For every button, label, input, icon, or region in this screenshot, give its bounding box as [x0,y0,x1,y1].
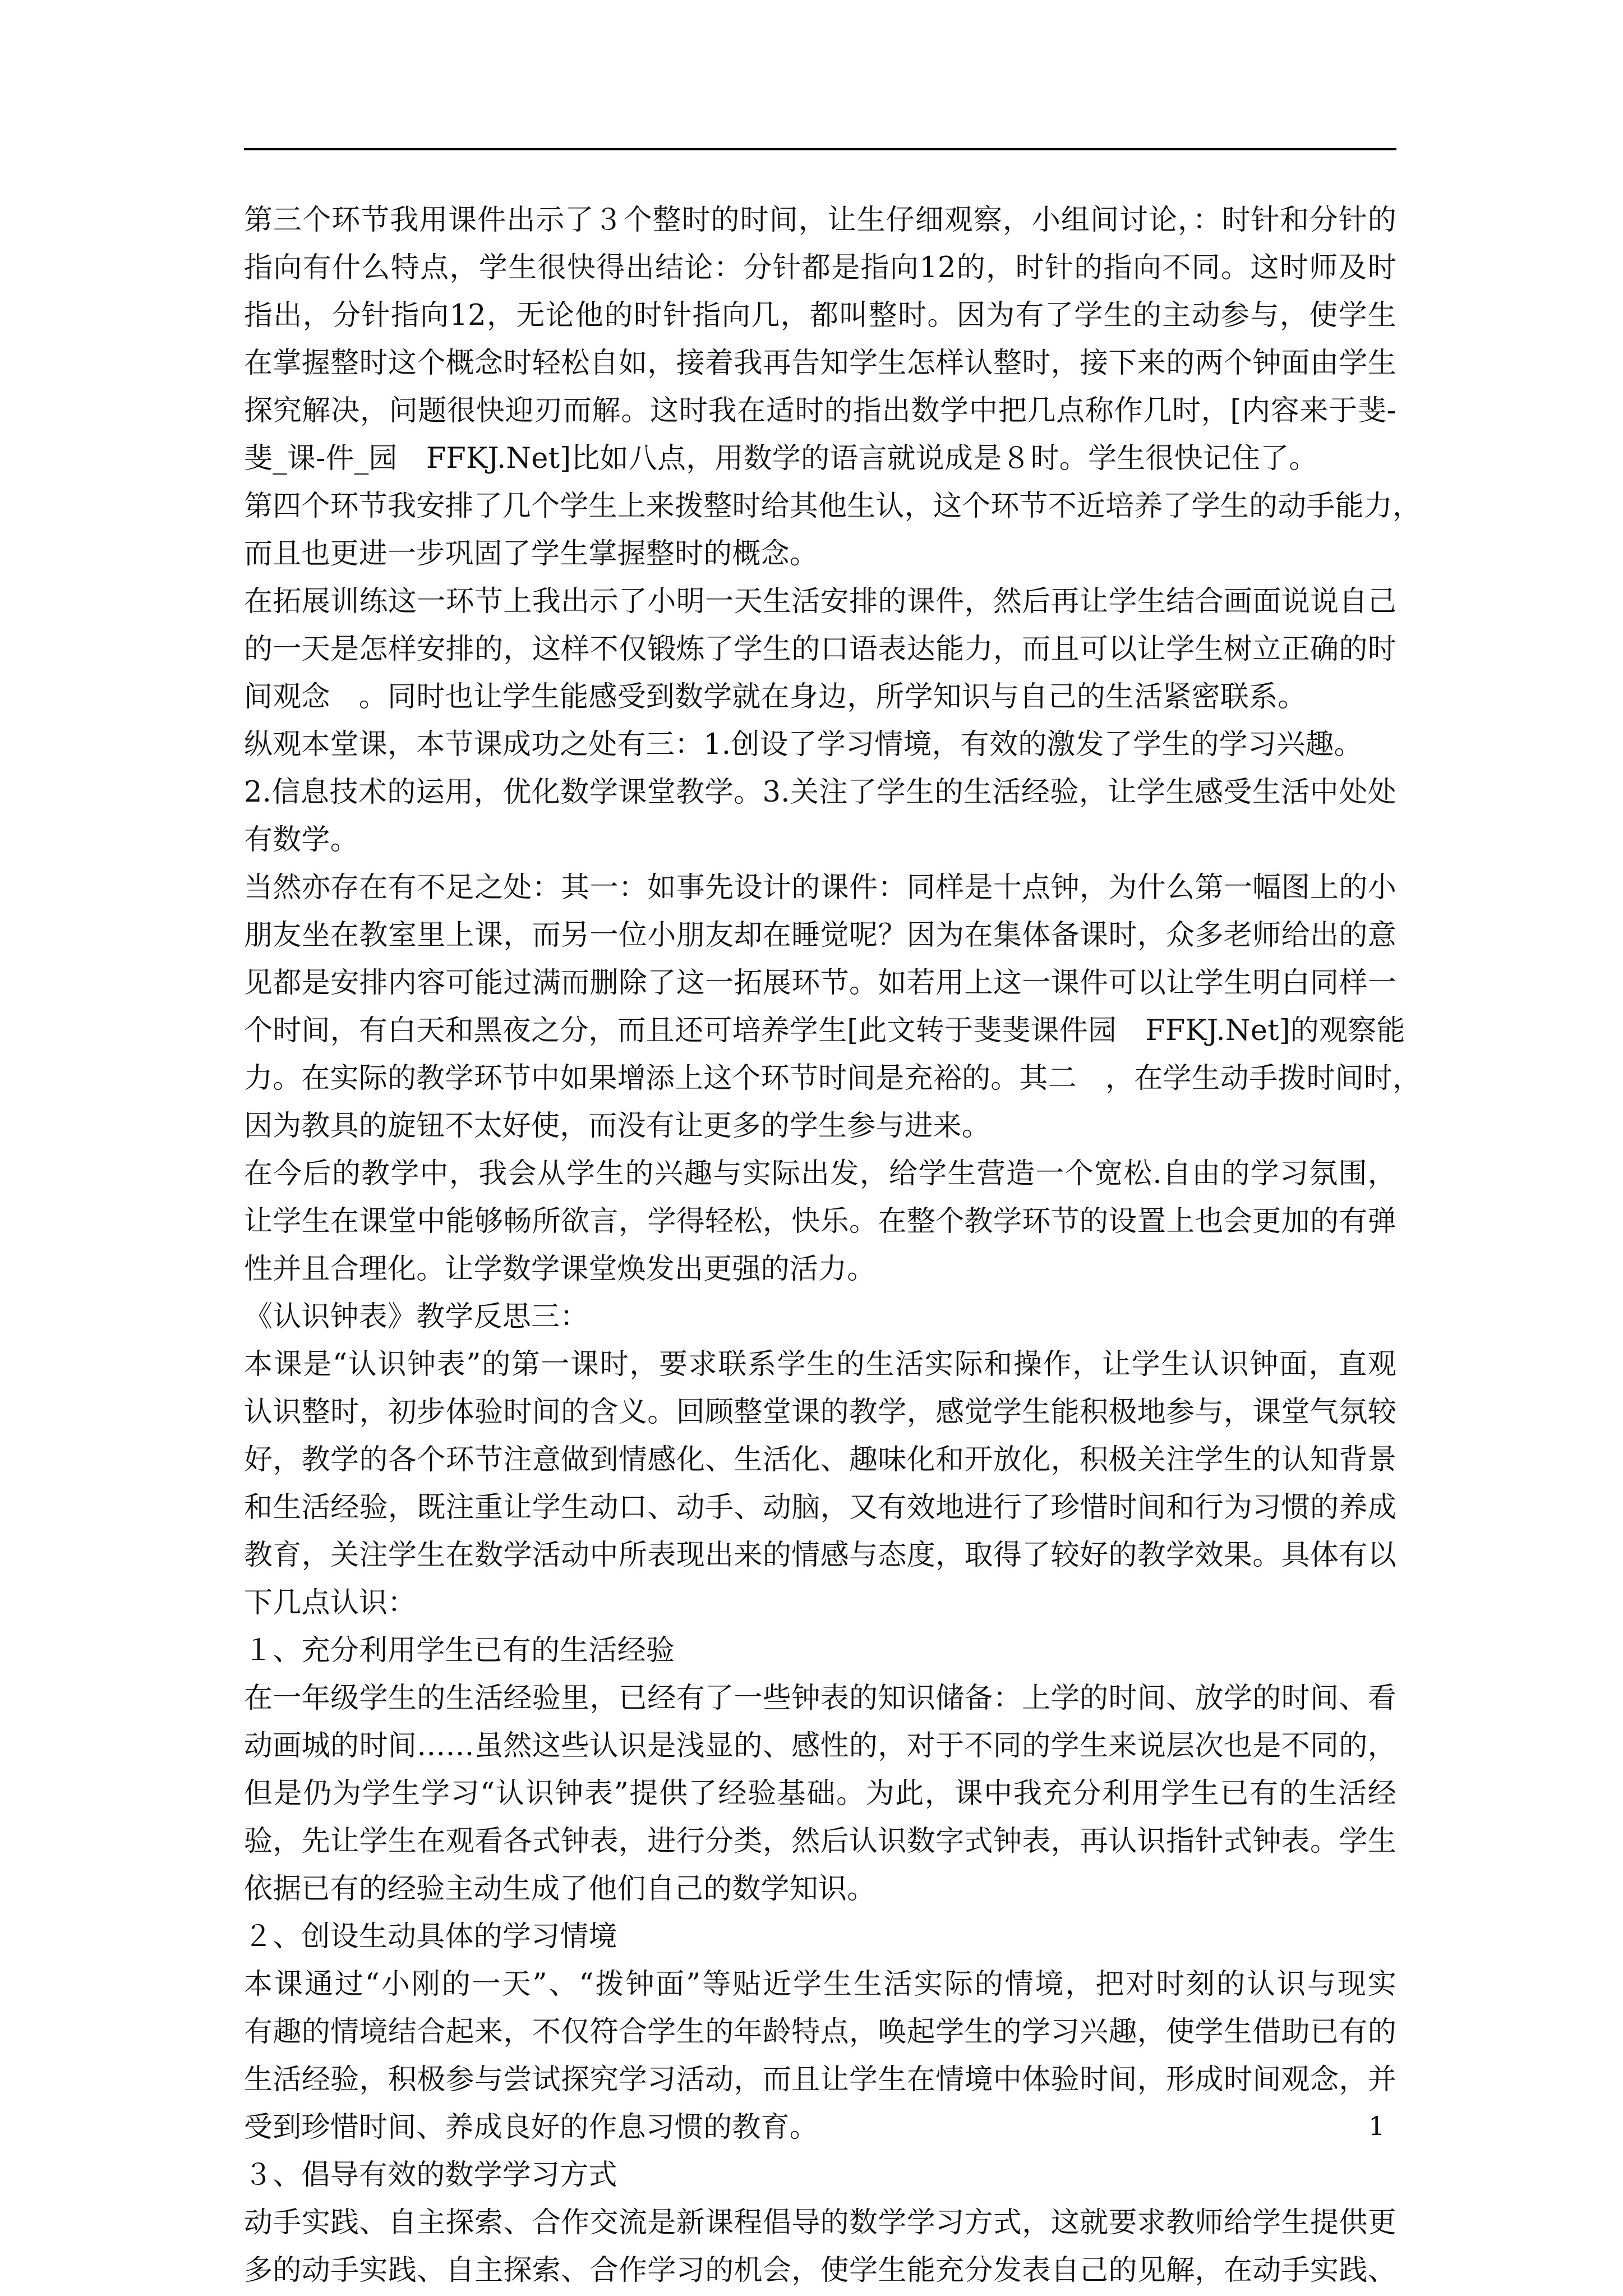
text-line: 个时间，有白天和黑夜之分，而且还可培养学生[此文转于斐斐课件园 FFKJ.Net]的观察能 [244,1014,1405,1047]
text-line: 探究解决，问题很快迎刃而解。这时我在适时的指出数学中把几点称作几时，[内容来于斐- [244,394,1396,427]
page-number: 1 [1368,2111,1385,2141]
text-line: 本课是“认识钟表”的第一课时，要求联系学生的生活实际和操作，让学生认识钟面，直观 [244,1348,1396,1381]
subsection-heading: ３、倡导有效的数学学习方式 [244,2159,617,2192]
document-body [244,196,1422,2294]
text-line: 的一天是怎样安排的，这样不仅锻炼了学生的口语表达能力，而且可以让学生树立正确的时 [244,633,1396,666]
text-line: 验，先让学生在观看各式钟表，进行分类，然后认识数字式钟表，再认识指针式钟表。学生 [244,1825,1396,1858]
text-line: 斐_课-件_园 FFKJ.Net]比如八点，用数学的语言就说成是８时。学生很快记住了。 [244,442,1318,475]
text-line: 认识整时，初步体验时间的含义。回顾整堂课的教学，感觉学生能积极地参与，课堂气氛较 [244,1396,1396,1429]
text-line: 纵观本堂课，本节课成功之处有三：1.创设了学习情境，有效的激发了学生的学习兴趣。 [244,728,1363,761]
text-line: 在今后的教学中，我会从学生的兴趣与实际出发，给学生营造一个宽松.自由的学习氛围， [244,1157,1396,1190]
text-line: 但是仍为学生学习“认识钟表”提供了经验基础。为此，课中我充分利用学生已有的生活经 [244,1777,1396,1810]
text-line: 教育，关注学生在数学活动中所表现出来的情感与态度，取得了较好的教学效果。具体有以 [244,1539,1396,1572]
text-line: 指出，分针指向12，无论他的时针指向几，都叫整时。因为有了学生的主动参与，使学生 [244,299,1396,332]
text-line: 朋友坐在教室里上课，而另一位小朋友却在睡觉呢？因为在集体备课时，众多老师给出的意 [244,919,1396,952]
text-line: 因为教具的旋钮不太好使，而没有让更多的学生参与进来。 [244,1110,991,1143]
text-line: 生活经验，积极参与尝试探究学习活动，而且让学生在情境中体验时间，形成时间观念，并 [244,2063,1396,2096]
text-line: 动画城的时间……虽然这些认识是浅显的、感性的，对于不同的学生来说层次也是不同的， [244,1729,1396,1763]
text-line: 有趣的情境结合起来，不仅符合学生的年龄特点，唤起学生的学习兴趣，使学生借助已有的 [244,2016,1396,2049]
text-line: 多的动手实践、自主探索、合作学习的机会，使学生能充分发表自己的见解，在动手实践、 [244,2254,1396,2287]
text-line: 力。在实际的教学环节中如果增添上这个环节时间是充裕的。其二 ，在学生动手拨时间时， [244,1062,1422,1095]
text-line: 指向有什么特点，学生很快得出结论：分针都是指向12的，时针的指向不同。这时师及时 [244,251,1396,284]
text-line: 当然亦存在有不足之处：其一：如事先设计的课件：同样是十点钟，为什么第一幅图上的小 [244,871,1396,904]
text-line: 好，教学的各个环节注意做到情感化、生活化、趣味化和开放化，积极关注学生的认知背景 [244,1443,1396,1476]
text-line: 而且也更进一步巩固了学生掌握整时的概念。 [244,537,819,570]
text-line: 依据已有的经验主动生成了他们自己的数学知识。 [244,1872,876,1906]
text-line: 有数学。 [244,823,359,857]
subsection-heading: １、充分利用学生已有的生活经验 [244,1634,675,1667]
header-rule [244,148,1396,150]
text-line: 让学生在课堂中能够畅所欲言，学得轻松，快乐。在整个教学环节的设置上也会更加的有弹 [244,1205,1396,1238]
text-line: 在一年级学生的生活经验里，已经有了一些钟表的知识储备：上学的时间、放学的时间、看 [244,1682,1396,1715]
subsection-heading: ２、创设生动具体的学习情境 [244,1920,617,1953]
text-line: 2.信息技术的运用，优化数学课堂教学。3.关注了学生的生活经验，让学生感受生活中处处 [244,776,1396,809]
text-line: 在拓展训练这一环节上我出示了小明一天生活安排的课件，然后再让学生结合画面说说自己 [244,585,1396,618]
text-line: 性并且合理化。让学数学课堂焕发出更强的活力。 [244,1253,876,1286]
text-line: 受到珍惜时间、养成良好的作息习惯的教育。 [244,2111,819,2144]
text-line: 见都是安排内容可能过满而删除了这一拓展环节。如若用上这一课件可以让学生明白同样一 [244,967,1396,1000]
text-line: 本课通过“小刚的一天”、“拨钟面”等贴近学生生活实际的情境，把对时刻的认识与现实 [244,1968,1396,2001]
text-line: 动手实践、自主探索、合作交流是新课程倡导的数学学习方式，这就要求教师给学生提供更 [244,2206,1396,2239]
text-line: 第三个环节我用课件出示了３个整时的时间，让生仔细观察，小组间讨论，：时针和分针的 [244,204,1396,237]
text-line: 下几点认识： [244,1586,417,1619]
text-line: 在掌握整时这个概念时轻松自如，接着我再告知学生怎样认整时，接下来的两个钟面由学生 [244,347,1396,380]
text-line: 和生活经验，既注重让学生动口、动手、动脑，又有效地进行了珍惜时间和行为习惯的养成 [244,1491,1396,1524]
text-line: 间观念 。同时也让学生能感受到数学就在身边，所学知识与自己的生活紧密联系。 [244,680,1307,714]
section-heading: 《认识钟表》教学反思三： [244,1300,589,1333]
text-line: 第四个环节我安排了几个学生上来拨整时给其他生认，这个环节不近培养了学生的动手能力， [244,490,1422,523]
